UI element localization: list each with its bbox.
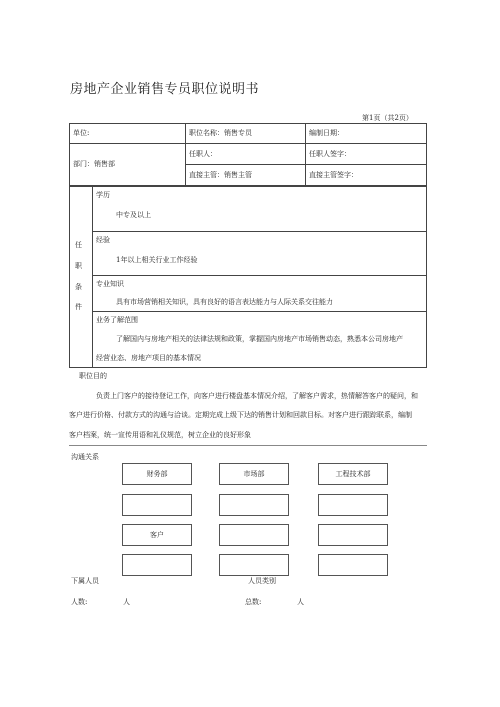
document-title: 房地产企业销售专员职位说明书 <box>70 82 260 97</box>
experience-label: 经验 <box>96 236 110 244</box>
qualifications-side-char-4: 件 <box>75 303 82 311</box>
comm-box-engineering: 工程技术部 <box>318 463 388 485</box>
qualifications-side-char-3: 条 <box>75 283 82 291</box>
experience-value: 1年以上相关行业工作经验 <box>116 256 198 264</box>
comm-box-row2-1 <box>122 494 192 516</box>
header-col-divider-1 <box>185 123 186 186</box>
purpose-line-3: 客户档案，统一宣传用语和礼仪规范，树立企业的良好形象 <box>69 431 251 439</box>
knowledge-label: 专业知识 <box>96 280 124 288</box>
headcount-label: 人数: <box>71 598 88 606</box>
purpose-line-2: 客户进行价格、付款方式的沟通与洽谈。定期完成上级下达的销售计划和回款目标。对客户进行跟踪联系，编制 <box>69 411 412 419</box>
purpose-bottom-rule <box>69 445 427 446</box>
direct-supervisor-label: 直接主管：销售主管 <box>189 171 252 179</box>
incumbent-signature-label: 任职人签字： <box>309 150 351 158</box>
headcount-unit: 人 <box>123 598 130 606</box>
comm-box-row4-3 <box>318 554 388 576</box>
supervisor-signature-label: 直接主管签字： <box>309 171 358 179</box>
qualifications-divider-3 <box>92 311 427 312</box>
total-label: 总数: <box>245 598 262 606</box>
unit-label: 单位: <box>73 129 90 137</box>
department-label: 部门：销售部 <box>73 160 115 168</box>
scope-value-line-1: 了解国内与房地产相关的法律法规和政策，掌握国内房地产市场销售动态，熟悉本公司房地产 <box>116 335 403 343</box>
comm-box-customer: 客户 <box>122 524 192 546</box>
page-info: 第1页（共2页） <box>362 114 413 122</box>
scope-value-line-2: 经营业态、房地产项目的基本情况 <box>96 354 201 362</box>
header-col-divider-2 <box>305 123 306 186</box>
subordinates-label: 下属人员 <box>71 577 99 585</box>
comm-box-finance: 财务部 <box>122 463 192 485</box>
purpose-label: 职位目的 <box>79 372 107 380</box>
header-row-divider-2 <box>185 164 427 165</box>
purpose-line-1: 负责上门客户的接待登记工作，向客户进行楼盘基本情况介绍，了解客户需求，热情解答客户的疑问，和 <box>96 392 418 400</box>
comm-box-row4-1 <box>122 554 192 576</box>
incumbent-label: 任职人： <box>189 150 217 158</box>
total-unit: 人 <box>297 598 304 606</box>
comm-box-row2-3 <box>318 494 388 516</box>
knowledge-value: 具有市场营销相关知识，具有良好的语言表达能力与人际关系交往能力 <box>116 298 333 306</box>
comm-box-marketing: 市场部 <box>219 463 289 485</box>
qualifications-side-char-2: 职 <box>75 262 82 270</box>
scope-label: 业务了解范围 <box>96 316 138 324</box>
comm-box-row3-3 <box>318 524 388 546</box>
header-row-divider-1 <box>69 143 427 144</box>
comm-box-row2-2 <box>219 494 289 516</box>
qualifications-side-divider <box>92 186 93 368</box>
education-label: 学历 <box>96 191 110 199</box>
personnel-category-label: 人员类别 <box>248 577 276 585</box>
communication-label: 沟通关系 <box>71 453 99 461</box>
qualifications-divider-2 <box>92 275 427 276</box>
education-value: 中专及以上 <box>116 211 151 219</box>
comm-box-row4-2 <box>219 554 289 576</box>
qualifications-divider-1 <box>92 231 427 232</box>
compile-date-label: 编制日期： <box>309 129 344 137</box>
comm-box-row3-2 <box>219 524 289 546</box>
position-name-label: 职位名称：销售专员 <box>189 129 252 137</box>
qualifications-side-char-1: 任 <box>75 241 82 249</box>
